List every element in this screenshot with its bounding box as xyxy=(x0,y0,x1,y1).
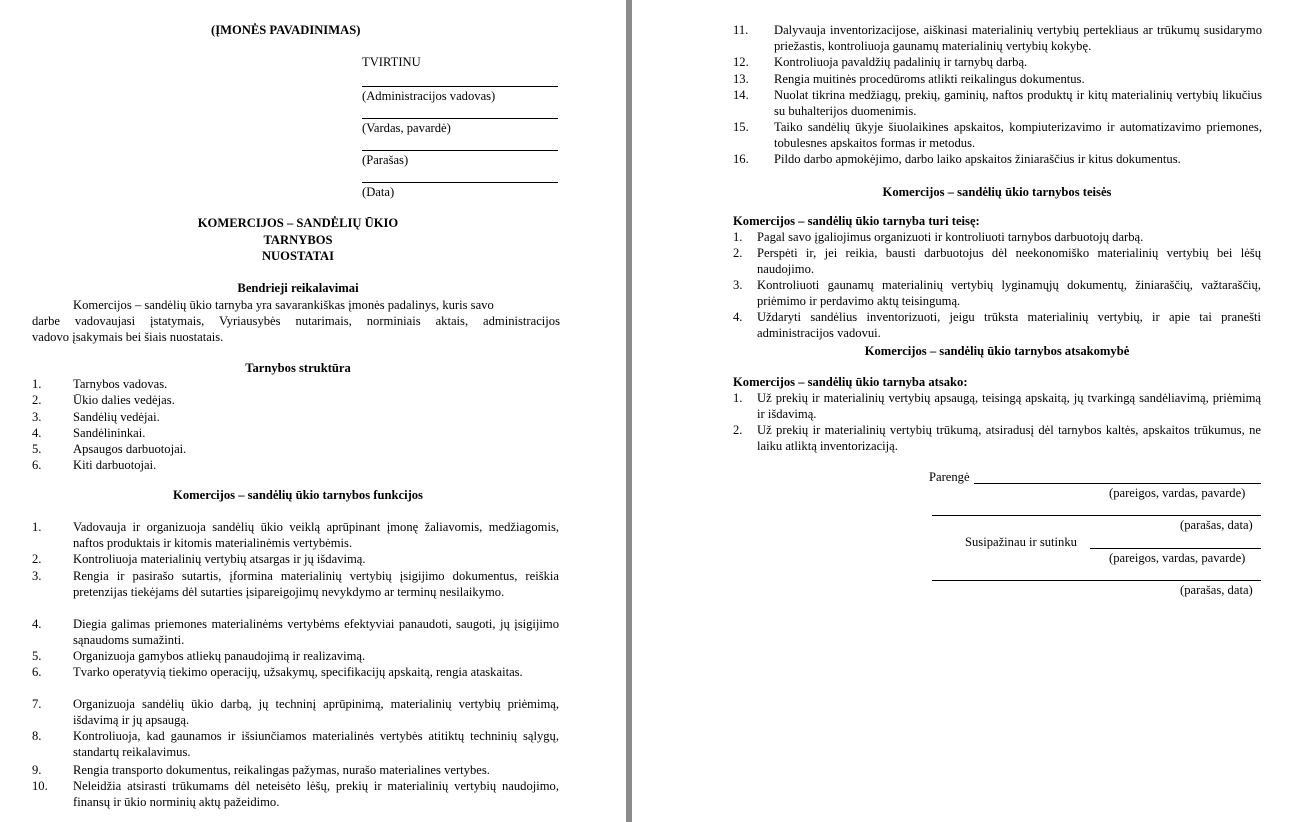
list-item: Ūkio dalies vedėjas. xyxy=(73,393,175,407)
list-item: Neleidžia atsirasti trūkumams dėl neteisėto lėšų, prekių ir materialinių vertybių naudojimo, finansų ir ūkio norminių aktų pažeidimo. xyxy=(73,779,559,809)
list-item-number: 3. xyxy=(32,569,42,583)
list-item-number: 14. xyxy=(733,88,749,102)
functions-heading: Komercijos – sandėlių ūkio tarnybos funkcijos xyxy=(173,488,423,502)
list-item: Rengia ir pasirašo sutartis, įformina materialinių vertybių įsigijimo dokumentus, reiškia pretenzijas tiekėjams dėl sutarties įsipareigojimų nevykdymo ar terminų nesilaikymo. xyxy=(73,569,559,599)
list-item-number: 8. xyxy=(32,729,42,743)
list-item-number: 1. xyxy=(32,377,42,391)
list-item: Už prekių ir materialinių vertybių apsaugą, teisingą apskaitą, jų tvarkingą sandėliavimą, priėmimą ir išdavimą. xyxy=(757,391,1261,421)
position-name-caption: (pareigos, vardas, pavarde) xyxy=(1109,486,1246,500)
list-item-number: 2. xyxy=(32,552,42,566)
list-item: Pagal savo įgaliojimus organizuoti ir kontroliuoti tarnybos darbuotojų darbą. xyxy=(757,230,1144,244)
signature-line xyxy=(362,182,558,183)
list-item: Kontroliuoja pavaldžių padalinių ir tarnybų darbą. xyxy=(774,55,1028,69)
page-right xyxy=(632,0,1313,822)
doc-title-line2: TARNYBOS xyxy=(263,233,333,247)
list-item-number: 3. xyxy=(32,410,42,424)
list-item-number: 4. xyxy=(32,426,42,440)
list-item-number: 2. xyxy=(32,393,42,407)
list-item-number: 5. xyxy=(32,649,42,663)
list-item-number: 4. xyxy=(32,617,42,631)
list-item: Tvarko operatyvią tiekimo operacijų, užsakymų, specifikacijų apskaitą, rengia ataskaitas. xyxy=(73,665,523,679)
list-item: Kiti darbuotojai. xyxy=(73,458,157,472)
list-item-number: 13. xyxy=(733,72,749,86)
rights-heading: Komercijos – sandėlių ūkio tarnybos teisės xyxy=(882,185,1112,199)
general-text-line: vadovo įsakymais bei šiais nuostatais. xyxy=(32,330,224,344)
approve-label: TVIRTINU xyxy=(362,55,421,69)
signature-line xyxy=(974,483,1261,484)
signature-line xyxy=(362,150,558,151)
list-item: Organizuoja sandėlių ūkio darbą, jų techninį aprūpinimą, materialinių vertybių priėmimą, išdavimą ir jų apsaugą. xyxy=(73,697,559,727)
list-item-number: 12. xyxy=(733,55,749,69)
list-item: Rengia muitinės procedūroms atlikti reikalingus dokumentus. xyxy=(774,72,1085,86)
signature-line xyxy=(1090,548,1261,549)
signature-date-caption: (parašas, data) xyxy=(1180,583,1253,597)
list-item: Už prekių ir materialinių vertybių trūkumą, atsiradusį dėl tarnybos kaltės, apskaitos trūkumus, ne laiku atliktą inventorizaciją. xyxy=(757,423,1261,453)
general-heading: Bendrieji reikalavimai xyxy=(237,281,359,295)
list-item-number: 11. xyxy=(733,23,749,37)
list-item-number: 16. xyxy=(733,152,749,166)
signature-line xyxy=(362,86,558,87)
list-item: Apsaugos darbuotojai. xyxy=(73,442,187,456)
name-label: (Vardas, pavardė) xyxy=(362,121,451,135)
signature-date-caption: (parašas, data) xyxy=(1180,518,1253,532)
acquainted-label: Susipažinau ir sutinku xyxy=(965,535,1077,549)
position-name-caption: (pareigos, vardas, pavarde) xyxy=(1109,551,1246,565)
list-item-number: 6. xyxy=(32,665,42,679)
list-item: Sandėlininkai. xyxy=(73,426,146,440)
list-item: Vadovauja ir organizuoja sandėlių ūkio veiklą aprūpinant įmonę žaliavomis, medžiagomis, naftos produktais ir kitomis materialinėmis vertybėmis. xyxy=(73,520,559,550)
rights-subheading: Komercijos – sandėlių ūkio tarnyba turi teisę: xyxy=(733,214,980,228)
list-item-number: 1. xyxy=(32,520,42,534)
general-text-line: Komercijos – sandėlių ūkio tarnyba yra savarankiškas įmonės padalinys, kuris savo xyxy=(73,298,494,312)
list-item: Organizuoja gamybos atliekų panaudojimą ir realizavimą. xyxy=(73,649,366,663)
list-item: Kontroliuoja, kad gaunamos ir išsiunčiamos materialinės vertybės atitiktų techninių sąlygų, standartų reikalavimus. xyxy=(73,729,559,759)
list-item-number: 5. xyxy=(32,442,42,456)
list-item: Taiko sandėlių ūkyje šiuolaikines apskaitos, kompiuterizavimo ir automatizavimo priemones, tobulesnes apskaitos formas ir metodus. xyxy=(774,120,1262,150)
general-text-line: darbe vadovaujasi įstatymais, Vyriausybės nutarimais, norminiais aktais, administracijos xyxy=(32,314,560,328)
list-item-number: 9. xyxy=(32,763,42,777)
list-item: Dalyvauja inventorizacijose, aiškinasi materialinių vertybių pertekliaus ar trūkumų susidarymo priežastis, kontroliuoja gaunamų materialinių vertybių kokybę. xyxy=(774,23,1262,53)
date-label: (Data) xyxy=(362,185,395,199)
page-left xyxy=(0,0,626,822)
list-item-number: 15. xyxy=(733,120,749,134)
responsibility-subheading: Komercijos – sandėlių ūkio tarnyba atsako: xyxy=(733,375,968,389)
prepared-label: Parengė xyxy=(929,470,970,484)
list-item-number: 7. xyxy=(32,697,42,711)
list-item: Kontroliuoti gaunamų materialinių vertybių lyginamųjų dokumentų, žiniaraščių, važtaraščių, priėmimo ir perdavimo aktų teisingumą. xyxy=(757,278,1261,308)
signature-line xyxy=(362,118,558,119)
list-item-number: 2. xyxy=(733,246,743,260)
list-item: Diegia galimas priemones materialinėms vertybėms efektyviai panaudoti, saugoti, jų įsigijimo sąnaudoms sumažinti. xyxy=(73,617,559,647)
list-item-number: 1. xyxy=(733,391,743,405)
list-item: Tarnybos vadovas. xyxy=(73,377,168,391)
list-item: Uždaryti sandėlius inventorizuoti, jeigu trūksta materialinių vertybių, ir apie tai pranešti administracijos vadovui. xyxy=(757,310,1261,340)
doc-title-line3: NUOSTATAI xyxy=(261,249,335,263)
admin-head-label: (Administracijos vadovas) xyxy=(362,89,496,103)
signature-label: (Parašas) xyxy=(362,153,409,167)
list-item: Perspėti ir, jei reikia, bausti darbuotojus dėl neekonomiško materialinių vertybių bei lėšų naudojimo. xyxy=(757,246,1261,276)
list-item-number: 3. xyxy=(733,278,743,292)
list-item-number: 1. xyxy=(733,230,743,244)
list-item: Pildo darbo apmokėjimo, darbo laiko apskaitos žiniaraščius ir kitus dokumentus. xyxy=(774,152,1181,166)
structure-heading: Tarnybos struktūra xyxy=(245,361,351,375)
list-item: Nuolat tikrina medžiagų, prekių, gaminių, naftos produktų ir kitų materialinių vertybių likučius su buhalterijos duomenimis. xyxy=(774,88,1262,118)
list-item: Sandėlių vedėjai. xyxy=(73,410,160,424)
signature-line xyxy=(932,580,1261,581)
company-name: (ĮMONĖS PAVADINIMAS) xyxy=(211,23,361,37)
list-item-number: 4. xyxy=(733,310,743,324)
list-item: Rengia transporto dokumentus, reikalingas pažymas, nurašo materialines vertybes. xyxy=(73,763,490,777)
responsibility-heading: Komercijos – sandėlių ūkio tarnybos atsakomybė xyxy=(864,344,1130,358)
list-item-number: 2. xyxy=(733,423,743,437)
doc-title-line1: KOMERCIJOS – SANDĖLIŲ ŪKIO xyxy=(197,216,399,230)
list-item-number: 6. xyxy=(32,458,42,472)
list-item-number: 10. xyxy=(32,779,48,793)
signature-line xyxy=(932,515,1261,516)
list-item: Kontroliuoja materialinių vertybių atsargas ir jų išdavimą. xyxy=(73,552,366,566)
